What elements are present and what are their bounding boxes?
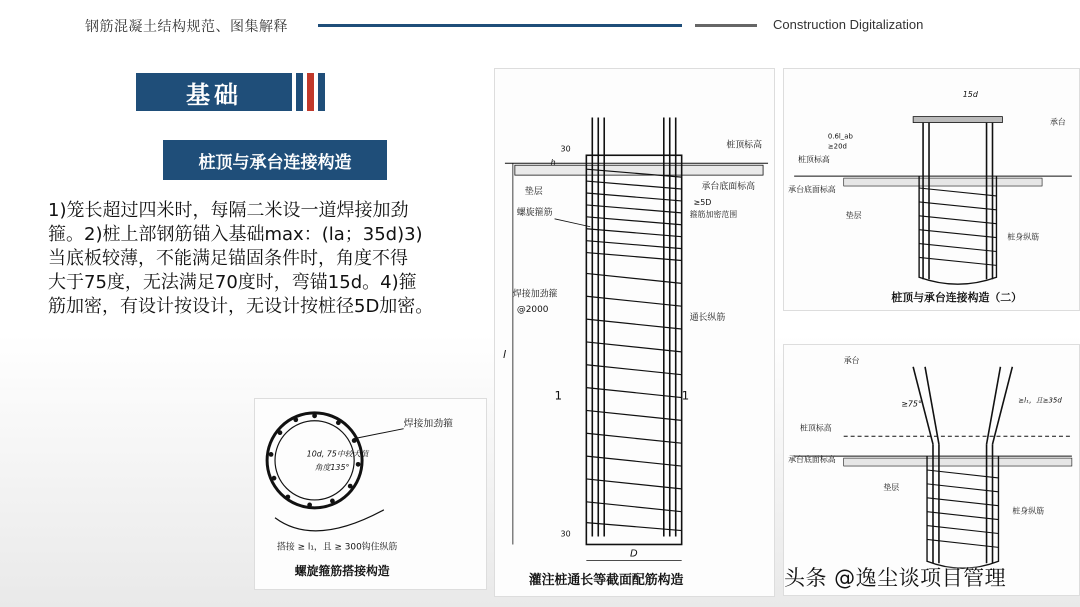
body-line: 筋加密，有设计按设计，无设计按桩径5D加密。 — [48, 296, 434, 317]
label-30-bottom: 30 — [560, 529, 571, 539]
label-30-top: 30 — [560, 144, 571, 154]
figure-spiral-lap — [254, 398, 487, 590]
body-line: 箍。2)桩上部钢筋锚入基础max：(la；35d)3) — [48, 224, 423, 245]
label-pile-top-elev: 桩顶标高 — [800, 423, 832, 433]
header-subtitle-en: Construction Digitalization — [773, 17, 924, 32]
label-weld-spacing: @2000 — [516, 305, 549, 316]
label-cap: 承台 — [843, 355, 860, 365]
label-dim-anchor: 0.6l_ab — [827, 132, 853, 141]
pile-full-length-drawing — [495, 69, 774, 596]
label-weld-ring: 焊接加劲箍 — [403, 418, 454, 430]
label-hook-length: 10d, 75中较大值 — [306, 449, 369, 459]
spiral-ring-outer — [267, 413, 362, 508]
header-divider-blue — [318, 24, 682, 27]
label-hook-angle: 角度135° — [314, 463, 350, 473]
label-weld-ring: 焊接加劲箍 — [512, 289, 558, 300]
label-cap: 承台 — [1050, 117, 1066, 127]
header-divider-gray — [695, 24, 757, 27]
tag-accent-bar — [318, 73, 325, 111]
label-cap-bottom-elev: 承台底面标高 — [788, 184, 836, 194]
label-length-l: l — [502, 347, 506, 361]
label-h: h — [550, 158, 556, 168]
tag-accent-bar-red — [307, 73, 314, 111]
header-title: 钢筋混凝土结构规范、图集解释 — [85, 19, 288, 35]
label-section-left: 1 — [554, 388, 563, 403]
label-lap-length: 搭接 ≥ l₁，且 ≥ 300钩住纵筋 — [276, 542, 398, 553]
subtopic-tag: 桩顶与承台连接构造 — [163, 140, 387, 180]
body-line: 当底板较薄，不能满足锚固条件时，角度不得 — [48, 248, 408, 269]
label-5d: ≥5D — [693, 197, 712, 207]
label-pad: 垫层 — [845, 210, 862, 220]
label-long-bar: 桩身纵筋 — [1007, 232, 1040, 242]
caption-spiral-lap: 螺旋箍筋搭接构造 — [294, 564, 390, 579]
label-long-bar: 通长纵筋 — [689, 313, 726, 324]
body-line: 大于75度，无法满足70度时，弯锚15d。4)箍 — [48, 272, 417, 293]
body-paragraph — [48, 199, 480, 319]
caption-pile-cap-2: 桩顶与承台连接构造（二） — [891, 291, 1023, 305]
watermark: 头条 @逸尘谈项目管理 — [784, 566, 1007, 590]
label-section-right: 1 — [681, 388, 690, 403]
label-dim-20d: ≥20d — [827, 142, 847, 151]
label-pile-top-elev: 桩顶标高 — [798, 155, 830, 165]
caption-pile-full-length: 灌注桩通长等截面配筋构造 — [528, 573, 684, 589]
body-line: 1)笼长超过四米时，每隔二米设一道焊接加劲 — [48, 200, 409, 221]
figure-pile-cap-2 — [783, 68, 1080, 311]
label-anchor-length: ≥l₁，且≥35d — [1018, 396, 1062, 405]
figure-pile-full-length — [494, 68, 775, 597]
label-15d: 15d — [962, 89, 978, 99]
label-cap-bottom-elev: 承台底面标高 — [701, 182, 756, 193]
label-diameter-d: D — [630, 548, 638, 560]
label-pile-top-elev: 桩顶标高 — [726, 140, 763, 151]
label-pad: 垫层 — [883, 482, 900, 492]
pile-cap-3-drawing — [784, 345, 1079, 595]
spiral-lap-drawing — [255, 399, 486, 589]
label-dense-zone: 箍筋加密范围 — [689, 209, 738, 219]
figure-pile-cap-3 — [783, 344, 1080, 596]
tag-accent-bar — [296, 73, 303, 111]
label-spiral-stirrup: 螺旋箍筋 — [516, 207, 553, 218]
label-long-bar: 桩身纵筋 — [1012, 506, 1045, 516]
pile-cap-2-drawing — [784, 69, 1079, 310]
label-cap-bottom-elev: 承台底面标高 — [788, 455, 836, 465]
label-angle: ≥75° — [901, 399, 922, 409]
spiral-ring-inner — [275, 421, 354, 500]
section-tag: 基础 — [136, 73, 292, 111]
label-pad: 垫层 — [524, 186, 543, 197]
